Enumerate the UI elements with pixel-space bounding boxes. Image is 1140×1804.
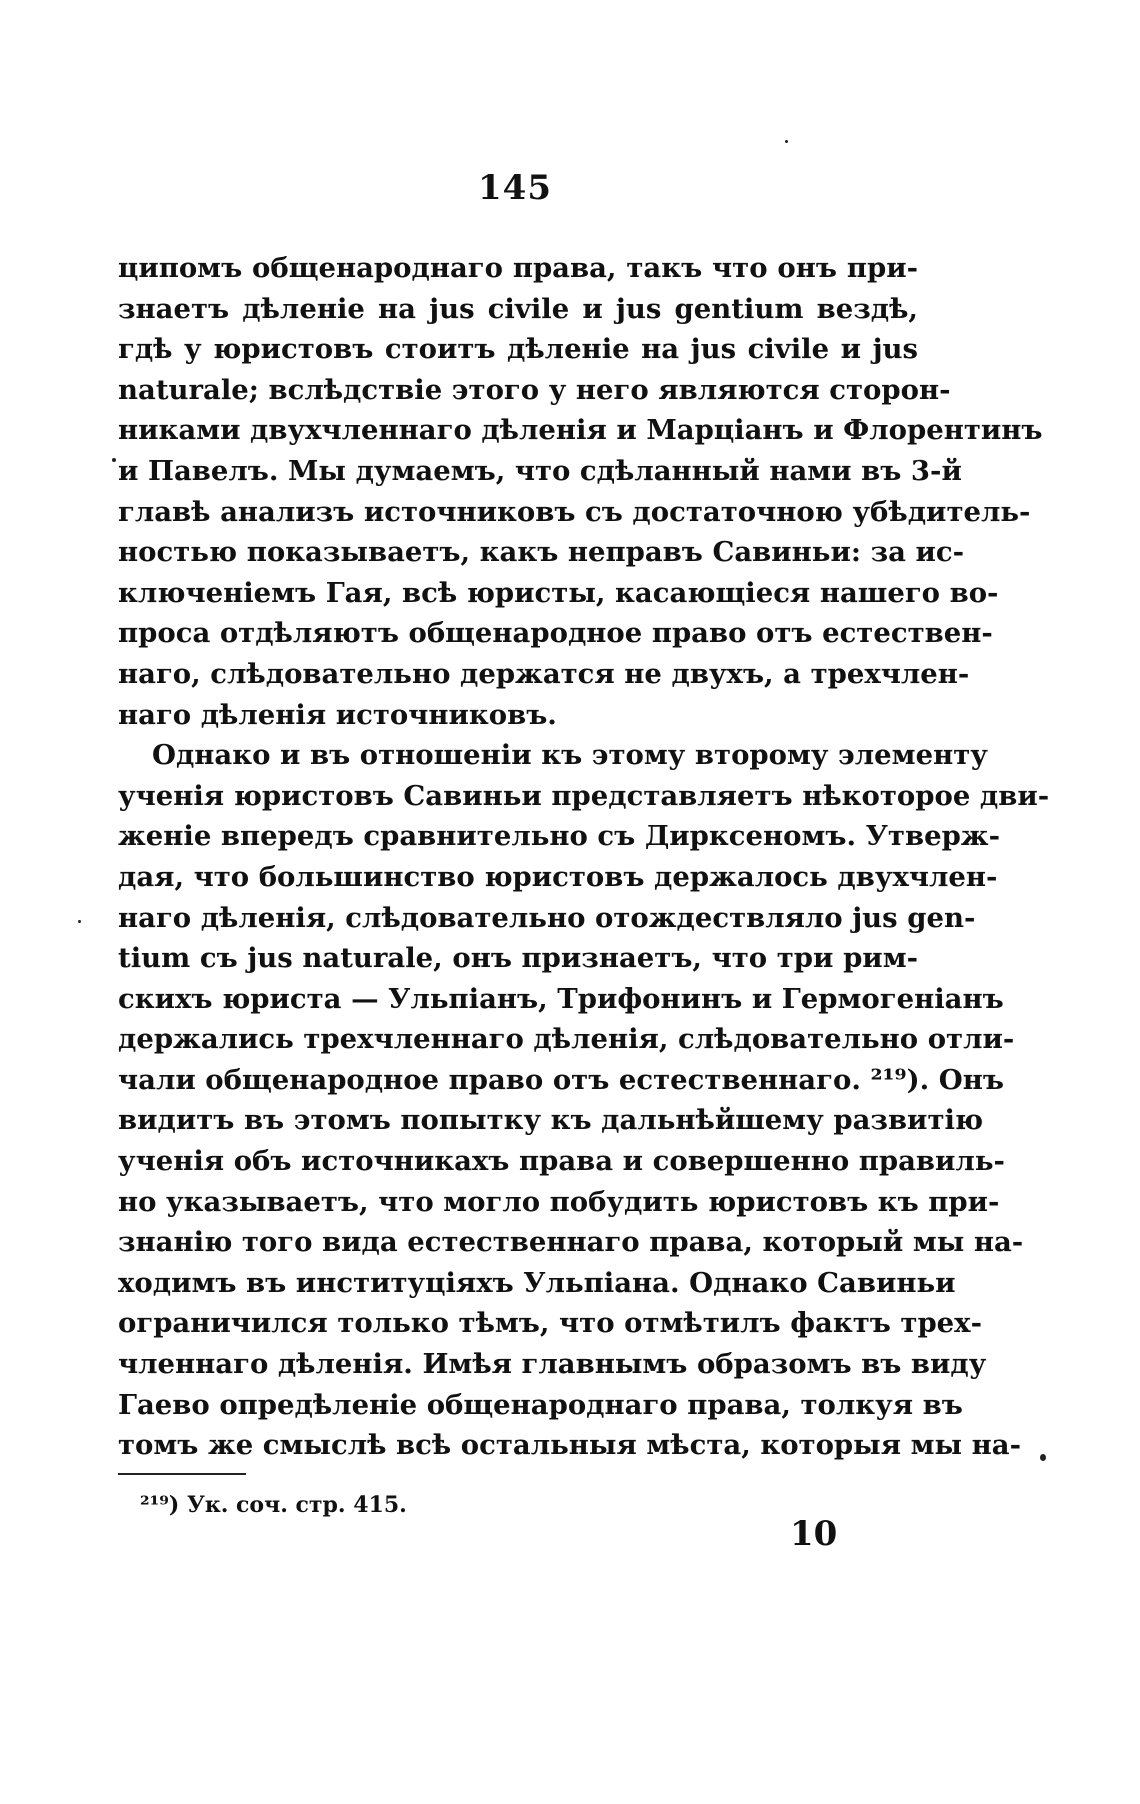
scan-speck	[785, 140, 788, 143]
text-line: tium съ jus naturale, онъ признаетъ, что три рим-	[118, 942, 918, 975]
text-line: держались трехчленнаго дѣленія, слѣдовательно отли-	[118, 1023, 1015, 1056]
text-line: ностью показываетъ, какъ неправъ Савиньи: за ис-	[118, 536, 965, 569]
text-line: знаетъ дѣленіе на jus civile и jus gentium вездѣ,	[118, 292, 918, 325]
text-line: наго дѣленія, слѣдовательно отождествляло jus gen-	[118, 901, 976, 934]
text-line: дая, что большинство юристовъ держалось двухчлен-	[118, 860, 998, 893]
text-line: и Павелъ. Мы думаемъ, что сдѣланный нами въ 3-й	[118, 454, 962, 487]
signature-number: 10	[790, 1514, 838, 1554]
scan-speck	[112, 458, 116, 462]
text-line: ученія юристовъ Савиньи представляетъ нѣкоторое дви-	[118, 779, 1050, 812]
text-line: ципомъ общенароднаго права, такъ что онъ при-	[118, 252, 918, 284]
text-line: никами двухчленнаго дѣленія и Марціанъ и Флорентинъ	[118, 414, 1043, 447]
text-line: членнаго дѣленія. Имѣя главнымъ образомъ въ виду	[118, 1348, 987, 1381]
text-line: ограничился только тѣмъ, что отмѣтилъ фактъ трех-	[118, 1307, 982, 1340]
text-line: гдѣ у юристовъ стоитъ дѣленіе на jus civile и jus	[118, 333, 918, 366]
text-line: ученія объ источникахъ права и совершенно правиль-	[118, 1145, 1005, 1178]
text-line: главѣ анализъ источниковъ съ достаточною убѣдитель-	[118, 495, 1031, 528]
text-line: ключеніемъ Гая, всѣ юристы, касающіеся нашего во-	[118, 576, 999, 609]
text-line: ходимъ въ институціяхъ Ульпіана. Однако Савиньи	[118, 1266, 956, 1299]
text-line: видитъ въ этомъ попытку къ дальнѣйшему развитію	[118, 1104, 984, 1137]
body-text	[118, 248, 1050, 1466]
text-line: женіе впередъ сравнительно съ Дирксеномъ. Утверж-	[118, 820, 1000, 853]
page-number: 145	[478, 168, 552, 208]
footnote-divider	[118, 1473, 246, 1475]
scan-speck	[1040, 1454, 1046, 1461]
text-line: томъ же смыслѣ всѣ остальныя мѣста, которыя мы на-	[118, 1429, 1022, 1462]
text-line: скихъ юриста — Ульпіанъ, Трифонинъ и Гермогеніанъ	[118, 982, 1004, 1015]
text-line: чали общенародное право отъ естественнаго. ²¹⁹). Онъ	[118, 1063, 1004, 1096]
scan-speck	[78, 920, 81, 923]
text-line: Однако и въ отношеніи къ этому второму элементу	[152, 739, 988, 772]
footnote: ²¹⁹) Ук. соч. стр. 415.	[140, 1492, 407, 1518]
text-line: наго дѣленія источниковъ.	[118, 698, 557, 731]
text-line: проса отдѣляютъ общенародное право отъ естествен-	[118, 617, 993, 650]
text-line: naturale; вслѣдствіе этого у него являются сторон-	[118, 373, 951, 406]
text-line: наго, слѣдовательно держатся не двухъ, а трехчлен-	[118, 657, 970, 690]
text-line: знанію того вида естественнаго права, который мы на-	[118, 1226, 1024, 1259]
text-line: но указываетъ, что могло побудить юристовъ къ при-	[118, 1185, 1000, 1218]
text-line: Гаево опредѣленіе общенароднаго права, толкуя въ	[118, 1388, 963, 1421]
